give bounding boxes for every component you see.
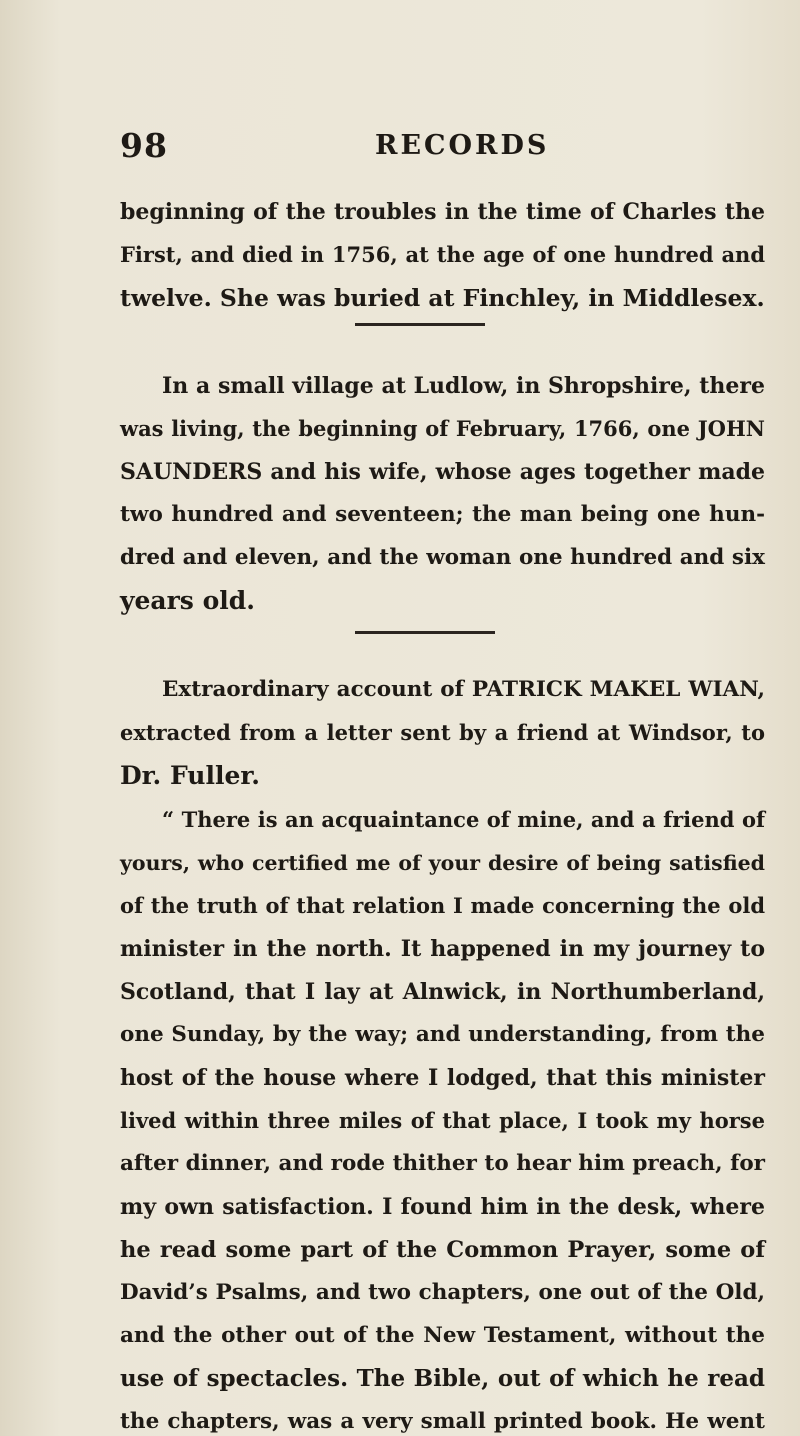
text-line: Extraordinary account of PATRICK MAKEL WIAN, [162,677,765,702]
text-line: lived within three miles of that place, I took my horse [120,1108,765,1133]
text-line: of the truth of that relation I made concerning the old [120,893,765,918]
text-line: host of the house where I lodged, that this minister [120,1065,765,1091]
text-line: use of spectacles. The Bible, out of which he read [120,1365,765,1392]
running-title: RECORDS [375,130,550,161]
text-line: years old. [120,586,255,615]
text-line: Scotland, that I lay at Alnwick, in Northumberland, [120,979,765,1005]
text-line: Dr. Fuller. [120,761,260,790]
text-line: one Sunday, by the way; and understanding, from the [120,1022,765,1047]
text-line: SAUNDERS and his wife, whose ages together made [120,459,765,485]
section-divider [355,631,495,634]
text-line: was living, the beginning of February, 1766, one JOHN [120,416,765,441]
page-number: 98 [120,126,168,165]
text-line: extracted from a letter sent by a friend at Windsor, to [120,720,765,745]
section-divider [355,323,485,326]
text-line: yours, who certified me of your desire of being satisfied [120,851,765,875]
text-line: twelve. She was buried at Finchley, in Middlesex. [120,284,765,312]
text-line: David’s Psalms, and two chapters, one out of the Old, [120,1280,765,1305]
text-line: he read some part of the Common Prayer, some of [120,1237,765,1263]
text-line: two hundred and seventeen; the man being one hun- [120,502,765,527]
text-line: First, and died in 1756, at the age of one hundred and [120,242,765,267]
text-line: minister in the north. It happened in my journey to [120,936,765,962]
text-line: and the other out of the New Testament, without the [120,1323,765,1348]
text-line: “ There is an acquaintance of mine, and a friend of [162,807,765,832]
text-line: dred and eleven, and the woman one hundred and six [120,545,765,570]
text-line: after dinner, and rode thither to hear him preach, for [120,1151,765,1176]
page-header [120,126,720,176]
text-line: In a small village at Ludlow, in Shropshire, there [162,373,765,399]
text-line: beginning of the troubles in the time of Charles the [120,199,765,225]
text-line: the chapters, was a very small printed book. He went [120,1409,765,1434]
text-line: my own satisfaction. I found him in the desk, where [120,1194,765,1220]
